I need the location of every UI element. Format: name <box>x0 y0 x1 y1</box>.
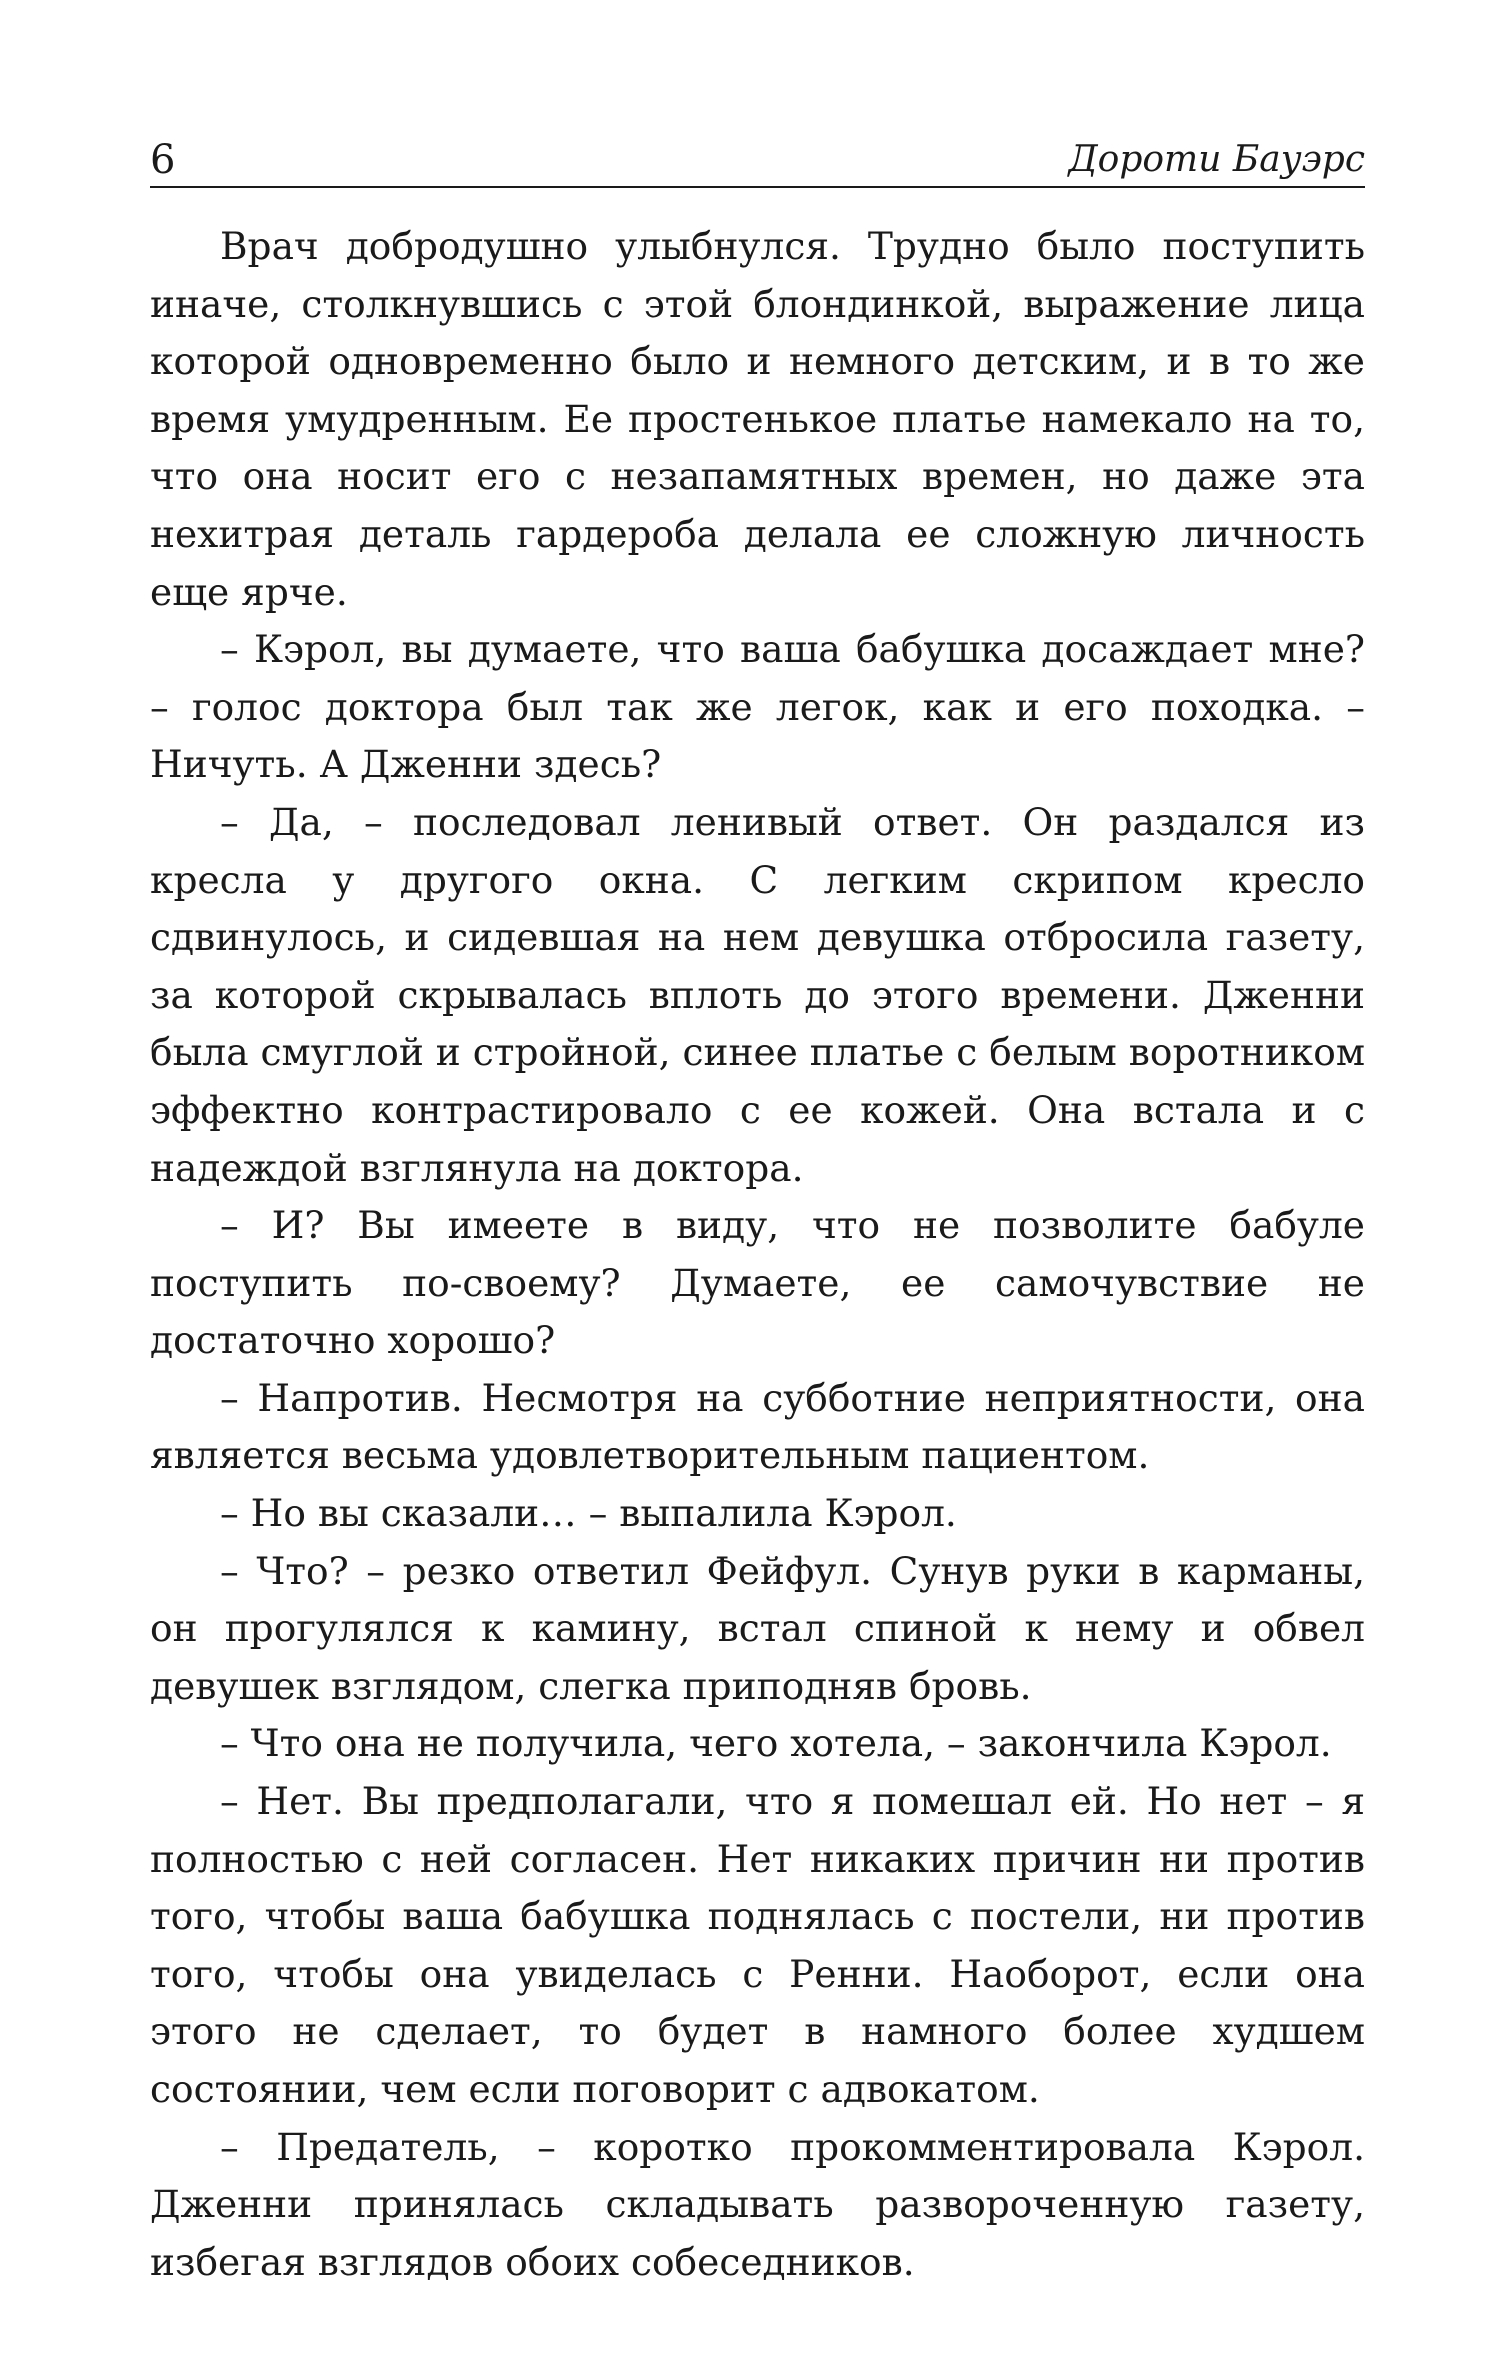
paragraph: – Да, – последовал ленивый ответ. Он раздался из кресла у другого окна. С легким скрипом кресло сдвинулось, и сидевшая на нем девушка отбросила газету, за которой скрывалась вплоть до этого времени. Дженни была смуглой и стройной, синее платье с белым воротником эффектно контрастировало с ее кожей. Она встала и с надеждой взглянула на доктора. <box>150 799 1365 1190</box>
paragraph: – Что? – резко ответил Фейфул. Сунув руки в карманы, он прогулялся к камину, встал спиной к нему и обвел девушек взглядом, слегка приподняв бровь. <box>150 1548 1365 1708</box>
paragraph: – Напротив. Несмотря на субботние неприятности, она является весьма удовлетворительным пациентом. <box>150 1375 1365 1478</box>
running-head-author: Дороти Бауэрс <box>1068 139 1365 180</box>
paragraph: – Но вы сказали… – выпалила Кэрол. <box>220 1491 957 1536</box>
body-text <box>150 218 1365 2291</box>
paragraph: – Предатель, – коротко прокомментировала Кэрол. Дженни принялась складывать развороченную газету, избегая взглядов обоих собеседников. <box>150 2124 1365 2284</box>
paragraph: – И? Вы имеете в виду, что не позволите бабуле поступить по-своему? Думаете, ее самочувствие не достаточно хорошо? <box>150 1203 1365 1363</box>
page-number: 6 <box>150 137 176 183</box>
paragraph: – Что она не получила, чего хотела, – закончила Кэрол. <box>220 1721 1332 1766</box>
paragraph: – Нет. Вы предполагали, что я помешал ей. Но нет – я полностью с ней согласен. Нет никаких причин ни против того, чтобы ваша бабушка поднялась с постели, ни против того, чтобы она увиделась с Ренни. Наоборот, если она этого не сделает, то будет в намного более худшем состоянии, чем если поговорит с адвокатом. <box>150 1779 1365 2111</box>
book-page <box>150 128 1365 2291</box>
paragraph: Врач добродушно улыбнулся. Трудно было поступить иначе, столкнувшись с этой блондинкой, выражение лица которой одновременно было и немного детским, и в то же время умудренным. Ее простенькое платье намекало на то, что она носит его с незапамятных времен, но даже эта нехитрая деталь гардероба делала ее сложную личность еще ярче. <box>150 224 1365 614</box>
paragraph: – Кэрол, вы думаете, что ваша бабушка досаждает мне? – голос доктора был так же легок, как и его походка. – Ничуть. А Дженни здесь? <box>150 627 1365 787</box>
running-head <box>150 128 1365 188</box>
